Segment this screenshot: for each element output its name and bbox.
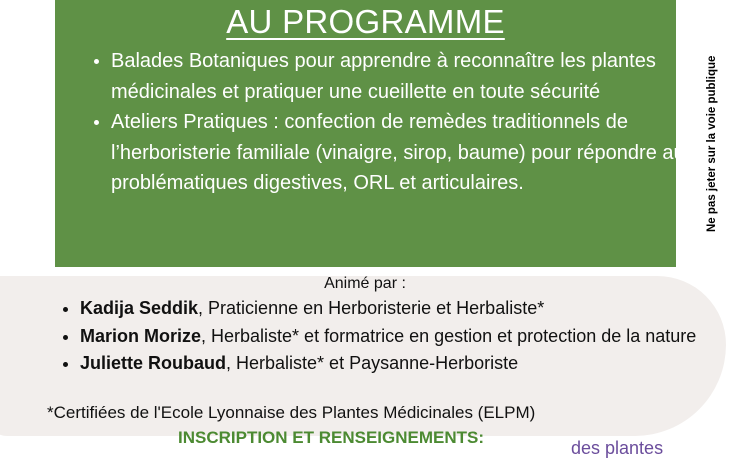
program-list [85,46,696,199]
registration-heading: INSCRIPTION ET RENSEIGNEMENTS: [178,428,485,447]
facilitator-name: Marion Morize [80,325,202,346]
program-item-botanical-walks: • Balades Botaniques pour apprendre à reconnaître les plantes médicinales et pratiquer une cueillette en toute sécurité [111,46,696,107]
program-title: AU PROGRAMME [226,3,505,40]
disposal-notice: Ne pas jeter sur la voie publique [706,55,718,232]
facilitator-name: Kadija Seddik [80,298,199,318]
program-item-practical-workshops: • Ateliers Pratiques : confection de remèdes traditionnels de l’herboristerie familiale (vinaigre, sirop, baume) pour répondre aux problématiques digestives, ORL et articulaires. [111,107,696,199]
facilitator-role: , Praticienne en Herboristerie et Herbaliste* [198,298,545,318]
certification-footnote: *Certifiées de l'Ecole Lyonnaise des Plantes Médicinales (ELPM) [47,403,536,422]
facilitator-item [80,324,720,350]
facilitator-item [80,351,720,377]
facilitator-item [80,296,720,322]
animated-by-label: Animé par : [324,275,406,292]
facilitator-name: Juliette Roubaud [80,353,227,373]
program-box [55,0,695,267]
plants-text-fragment: des plantes [571,438,664,458]
facilitator-list [58,296,720,377]
facilitator-role: , Herbaliste* et Paysanne-Herboriste [226,353,519,373]
facilitator-role: , Herbaliste* et formatrice en gestion et protection de la nature [201,325,697,346]
